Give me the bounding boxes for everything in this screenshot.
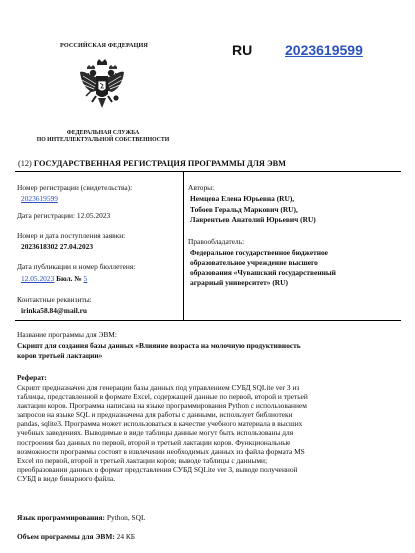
author-item: Немцева Елена Юрьевна (RU),: [190, 194, 295, 203]
holder-label: Правообладатель:: [188, 237, 245, 246]
bulletin-number-link[interactable]: 5: [83, 274, 88, 283]
abstract-line: таблицы, представленной в формате Excel, содержащей данные по первой, второй и третьей: [17, 392, 308, 402]
agency-line-1: ФЕДЕРАЛЬНАЯ СЛУЖБА: [66, 130, 140, 136]
abstract-line: построения баз данных по первой, второй и третьей лактации коров. Функциональные: [17, 437, 291, 447]
authors-label: Авторы:: [188, 183, 215, 192]
abstract-line: Скрипт предназначен для генерации базы данных под управлением СУБД SQLite ver 3 из: [17, 383, 300, 392]
language-label: Язык программирования:: [17, 513, 106, 522]
title-divider: [15, 171, 401, 172]
abstract-label: Реферат:: [17, 373, 47, 382]
holder-text: [190, 248, 336, 288]
table-bottom-divider: [15, 320, 401, 321]
publication-label: Дата публикации и номер бюллетеня:: [17, 262, 136, 271]
holder-line: образования «Чувашский государственный: [190, 268, 336, 277]
reg-date-row: [17, 211, 110, 220]
language-value: Python, SQL: [106, 513, 146, 522]
title-code: (12): [18, 159, 32, 168]
contacts-email: irinka58.84@mail.ru: [21, 306, 88, 315]
size-row: [17, 532, 135, 541]
program-name-line: коров третьей лактации»: [17, 351, 103, 360]
agency-name: [28, 130, 178, 144]
title-text: ГОСУДАРСТВЕННАЯ РЕГИСТРАЦИЯ ПРОГРАММЫ ДЛЯ ЭВМ: [33, 159, 286, 168]
authors-list: [190, 194, 316, 226]
holder-line: Федеральное государственное бюджетное: [190, 248, 328, 257]
author-item: Тобоев Геральд Маркович (RU),: [190, 204, 298, 214]
author-item: Лаврентьев Анатолий Юрьевич (RU): [190, 215, 316, 224]
reg-number-link[interactable]: 2023619599: [21, 194, 58, 203]
country-name: РОССИЙСКАЯ ФЕДЕРАЦИЯ: [59, 42, 148, 49]
contacts-label: Контактные реквизиты:: [17, 295, 92, 304]
russian-coat-of-arms-icon: [78, 58, 126, 114]
application-value: 2023618302 27.04.2023: [21, 242, 94, 251]
publication-row: [21, 274, 87, 283]
abstract-line: запросов на языке SQL и предназначена для работы с данными, использует библиотеки: [17, 410, 293, 420]
holder-line: аграрный университет» (RU): [190, 278, 288, 287]
column-divider: [183, 172, 184, 320]
publication-date-link[interactable]: 12.05.2023: [21, 274, 55, 283]
abstract-line: Excel по первой, второй и третьей лактации коров; выводе таблицы с данными;: [17, 455, 268, 465]
reg-number-label: Номер регистрации (свидетельства):: [17, 183, 133, 192]
agency-line-2: ПО ИНТЕЛЛЕКТУАЛЬНОЙ СОБСТВЕННОСТИ: [36, 137, 170, 143]
abstract-line: преобразовании данных в формат представления СУБД SQLite ver 3, выводе полученной: [17, 464, 298, 474]
language-row: [17, 513, 146, 522]
abstract-text: [17, 383, 409, 483]
document-number-link[interactable]: 2023619599: [285, 42, 363, 58]
abstract-line: pandas, sqlite3. Программа может использоваться в качестве учебного материала в высших: [17, 419, 303, 429]
document-title: [18, 159, 286, 168]
program-name-label: Название программы для ЭВМ:: [17, 330, 117, 339]
abstract-line: возможности программы состоят в извлечении необходимых данных из файла формата MS: [17, 446, 305, 456]
holder-line: образовательное учреждение высшего: [190, 258, 318, 267]
program-name-line: Скрипт для создания базы данных «Влияние возраста на молочную продуктивность: [17, 341, 301, 350]
abstract-line: СУБД в виде бинарного файла.: [17, 473, 116, 483]
country-code: RU: [232, 42, 253, 58]
size-label: Объем программы для ЭВМ:: [17, 532, 115, 541]
application-label: Номер и дата поступления заявки:: [17, 231, 126, 240]
bulletin-label: Бюл. №: [56, 274, 82, 283]
abstract-line: учебных заведениях. Выводимые в виде таблицы данные могут быть использованы для: [17, 428, 294, 438]
reg-date-value: 12.05.2023: [76, 211, 111, 220]
reg-date-label: Дата регистрации:: [17, 211, 76, 220]
size-value: 24 КБ: [116, 532, 136, 541]
abstract-line: лактации коров. Программа написана на языке программирования Python с использованием: [17, 401, 307, 411]
program-name: [17, 341, 407, 361]
